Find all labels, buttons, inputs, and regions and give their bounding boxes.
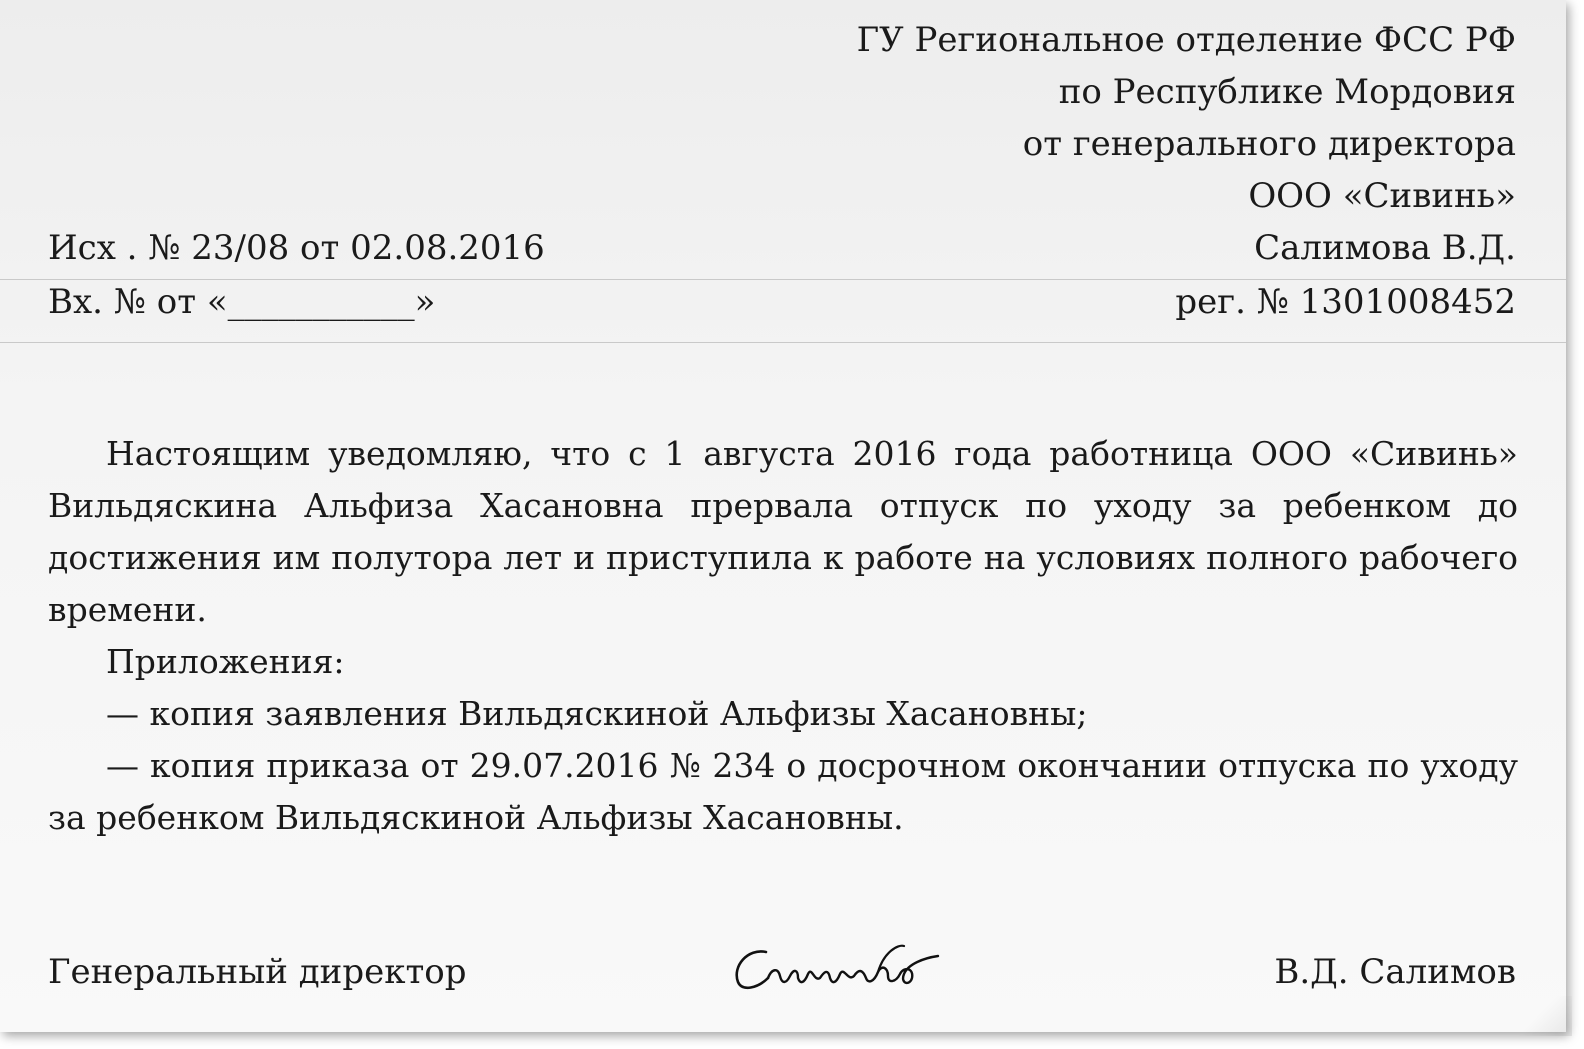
signature-row: [48, 946, 1516, 1002]
outgoing-number: Исх . № 23/08 от 02.08.2016: [48, 228, 545, 268]
incoming-row: [0, 279, 1566, 343]
handwritten-signature-icon: [728, 938, 948, 998]
incoming-number: Вх. № от «___________»: [48, 282, 436, 322]
attachment-item-1: — копия заявления Вильдяскиной Альфизы Хасановны;: [106, 694, 1088, 733]
signer-title: Генеральный директор: [48, 952, 467, 992]
addressee-line-5: Салимова В.Д.: [1254, 228, 1516, 268]
attachments-block: [48, 636, 1518, 844]
registration-number: рег. № 1301008452: [1175, 282, 1516, 322]
attachment-item-2: — копия приказа от 29.07.2016 № 234 о досрочном окончании отпуска по уходу за ребенком Вильдяскиной Альфизы Хасановны.: [48, 746, 1518, 837]
addressee-line-1: ГУ Региональное отделение ФСС РФ: [856, 20, 1516, 60]
attachments-title: Приложения:: [106, 642, 345, 681]
addressee-line-4: ООО «Сивинь»: [1248, 176, 1516, 216]
addressee-line-2: по Республике Мордовия: [1058, 72, 1516, 112]
body-paragraph: Настоящим уведомляю, что с 1 августа 2016 года работница ООО «Сивинь» Вильдяскина Альфиза Хасановна прервала отпуск по уходу за ребенком до достижения им полутора лет и приступила к работе на условиях полного рабочего времени.: [48, 434, 1518, 629]
addressee-line-3: от генерального директора: [1022, 124, 1516, 164]
addressee-block: [857, 14, 1516, 274]
signer-name: В.Д. Салимов: [1274, 952, 1516, 992]
